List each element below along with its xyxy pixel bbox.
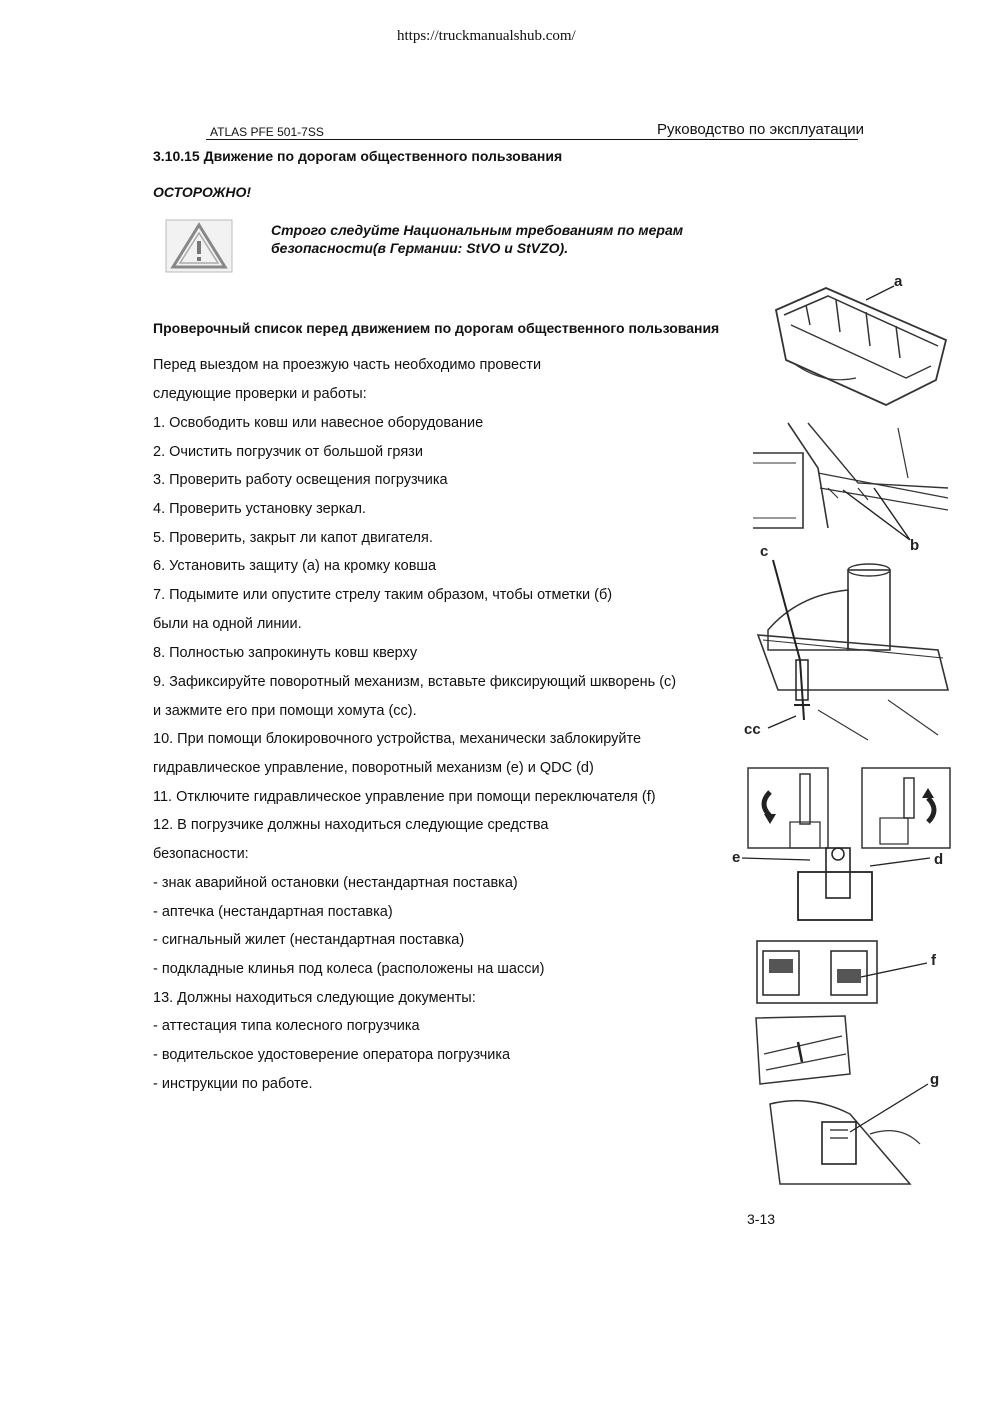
checklist-line: Перед выездом на проезжую часть необходимо провести [153, 357, 542, 373]
checklist-line: 10. При помощи блокировочного устройства, механически заблокируйте [153, 731, 642, 747]
checklist-line: следующие проверки и работы: [153, 386, 367, 402]
section-title: 3.10.15 Движение по дорогам общественного пользования [153, 148, 563, 164]
warning-text-line-2: безопасности(в Германии: StVO и StVZO). [271, 240, 569, 256]
figure-boom-marks [748, 418, 958, 558]
source-url: https://truckmanualshub.com/ [397, 28, 576, 44]
checklist-line: - аптечка (нестандартная поставка) [153, 904, 393, 920]
checklist-line: - подкладные клинья под колеса (расположены на шасси) [153, 961, 545, 977]
header-model: ATLAS PFE 501-7SS [210, 125, 324, 139]
label-cc: cc [744, 721, 761, 738]
checklist-line: 11. Отключите гидравлическое управление при помощи переключателя (f) [153, 789, 656, 805]
checklist-title: Проверочный список перед движением по дорогам общественного пользования [153, 320, 720, 336]
checklist-line: 9. Зафиксируйте поворотный механизм, вставьте фиксирующий шкворень (c) [153, 674, 677, 690]
checklist-line: - водительское удостоверение оператора погрузчика [153, 1047, 511, 1063]
checklist-line: - инструкции по работе. [153, 1076, 313, 1092]
label-f: f [931, 952, 936, 969]
checklist-line: 7. Подымите или опустите стрелу таким образом, чтобы отметки (б) [153, 587, 613, 603]
header-doc-title: Руководство по эксплуатации [657, 121, 864, 138]
figure-bucket-protection [766, 270, 954, 415]
label-e: e [732, 849, 741, 866]
checklist-line: 3. Проверить работу освещения погрузчика [153, 472, 448, 488]
checklist-line: 5. Проверить, закрыт ли капот двигателя. [153, 530, 433, 546]
checklist-line: 2. Очистить погрузчик от большой грязи [153, 444, 423, 460]
label-a: a [894, 273, 903, 290]
checklist-line: 4. Проверить установку зеркал. [153, 501, 366, 517]
checklist-line: 13. Должны находиться следующие документы: [153, 990, 476, 1006]
figure-compartment [750, 1014, 960, 1190]
checklist-line: 8. Полностью запрокинуть ковш кверху [153, 645, 418, 661]
label-g: g [930, 1071, 940, 1088]
checklist-line: - аттестация типа колесного погрузчика [153, 1018, 420, 1034]
checklist-line: 6. Установить защиту (а) на кромку ковша [153, 558, 437, 574]
figure-switch [755, 937, 955, 1007]
checklist-line: - знак аварийной остановки (нестандартная поставка) [153, 875, 518, 891]
page-number: 3-13 [747, 1211, 776, 1227]
label-d: d [934, 851, 944, 868]
checklist-line: безопасности: [153, 846, 249, 862]
checklist-line: - сигнальный жилет (нестандартная поставка) [153, 932, 465, 948]
label-b: b [910, 537, 920, 554]
checklist-line: были на одной линии. [153, 616, 302, 632]
checklist-line: и зажмите его при помощи хомута (cc). [153, 703, 417, 719]
figure-swing-lock [738, 540, 960, 750]
warning-title: ОСТОРОЖНО! [153, 184, 252, 200]
figure-hydraulic-lock [730, 762, 952, 928]
label-c: c [760, 543, 769, 560]
checklist-line: 1. Освободить ковш или навесное оборудование [153, 415, 484, 431]
header-rule [206, 139, 858, 140]
checklist-line: 12. В погрузчике должны находиться следующие средства [153, 817, 549, 833]
checklist-line: гидравлическое управление, поворотный механизм (e) и QDC (d) [153, 760, 594, 776]
warning-triangle-icon [165, 219, 233, 273]
warning-text-line-1: Строго следуйте Национальным требованиям по мерам [271, 222, 684, 238]
